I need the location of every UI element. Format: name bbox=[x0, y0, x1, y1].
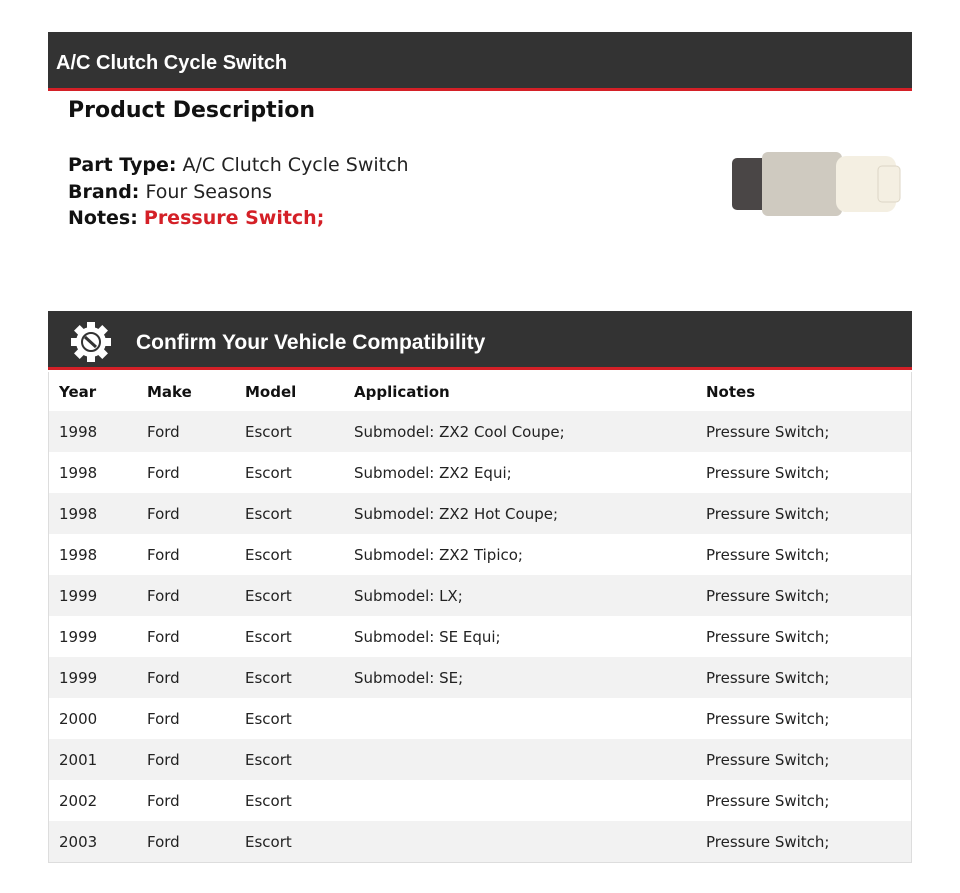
cell-make: Ford bbox=[147, 791, 180, 810]
brand-label: Brand: bbox=[68, 180, 140, 203]
column-header-application: Application bbox=[354, 382, 450, 401]
table-row bbox=[49, 739, 912, 780]
cell-model: Escort bbox=[245, 463, 292, 482]
cell-notes: Pressure Switch; bbox=[706, 545, 830, 564]
notes-value: Pressure Switch; bbox=[143, 207, 325, 229]
cell-year: 2003 bbox=[59, 832, 98, 851]
column-header-model: Model bbox=[245, 382, 297, 401]
column-header-make: Make bbox=[147, 382, 192, 401]
cell-year: 1999 bbox=[59, 668, 98, 687]
cell-make: Ford bbox=[147, 709, 180, 728]
cell-model: Escort bbox=[245, 750, 292, 769]
cell-year: 2001 bbox=[59, 750, 98, 769]
cell-model: Escort bbox=[245, 709, 292, 728]
cell-year: 2002 bbox=[59, 791, 98, 810]
part-type-value: A/C Clutch Cycle Switch bbox=[182, 154, 409, 176]
cell-application bbox=[344, 821, 696, 863]
cell-notes: Pressure Switch; bbox=[706, 627, 830, 646]
table-row bbox=[49, 616, 912, 657]
cell-make: Ford bbox=[147, 586, 180, 605]
cell-application: Submodel: ZX2 Equi; bbox=[354, 463, 512, 482]
cell-year: 1998 bbox=[59, 422, 98, 441]
table-row bbox=[49, 821, 912, 863]
cell-notes: Pressure Switch; bbox=[706, 668, 830, 687]
cell-application: Submodel: ZX2 Tipico; bbox=[354, 545, 523, 564]
cell-year: 2000 bbox=[59, 709, 98, 728]
cell-application: Submodel: SE; bbox=[354, 668, 464, 687]
table-row bbox=[49, 534, 912, 575]
cell-make: Ford bbox=[147, 422, 180, 441]
part-type-label: Part Type: bbox=[68, 154, 177, 176]
gear-icon bbox=[70, 321, 112, 363]
product-image bbox=[728, 148, 908, 220]
cell-make: Ford bbox=[147, 832, 180, 851]
cell-notes: Pressure Switch; bbox=[706, 504, 830, 523]
table-row bbox=[49, 575, 912, 616]
brand-value: Four Seasons bbox=[145, 180, 273, 203]
compatibility-title: Confirm Your Vehicle Compatibility bbox=[136, 331, 486, 354]
cell-notes: Pressure Switch; bbox=[706, 463, 830, 482]
cell-make: Ford bbox=[147, 627, 180, 646]
cell-make: Ford bbox=[147, 504, 180, 523]
cell-notes: Pressure Switch; bbox=[706, 709, 830, 728]
product-title-bar bbox=[48, 32, 912, 91]
product-description-heading: Product Description bbox=[68, 98, 316, 123]
cell-model: Escort bbox=[245, 422, 292, 441]
cell-application bbox=[344, 698, 696, 739]
cell-model: Escort bbox=[245, 504, 292, 523]
product-title: A/C Clutch Cycle Switch bbox=[56, 52, 288, 74]
cell-notes: Pressure Switch; bbox=[706, 791, 830, 810]
cell-application bbox=[344, 780, 696, 821]
cell-model: Escort bbox=[245, 668, 292, 687]
cell-model: Escort bbox=[245, 586, 292, 605]
cell-make: Ford bbox=[147, 545, 180, 564]
column-header-year: Year bbox=[59, 382, 97, 401]
compatibility-header-bar bbox=[48, 311, 912, 370]
table-row bbox=[49, 698, 912, 739]
cell-year: 1999 bbox=[59, 586, 98, 605]
cell-application: Submodel: ZX2 Cool Coupe; bbox=[354, 422, 565, 441]
cell-application bbox=[344, 739, 696, 780]
cell-make: Ford bbox=[147, 463, 180, 482]
cell-make: Ford bbox=[147, 750, 180, 769]
cell-model: Escort bbox=[245, 791, 292, 810]
cell-application: Submodel: ZX2 Hot Coupe; bbox=[354, 504, 559, 523]
cell-notes: Pressure Switch; bbox=[706, 832, 830, 851]
cell-year: 1999 bbox=[59, 627, 98, 646]
cell-year: 1998 bbox=[59, 463, 98, 482]
cell-application: Submodel: LX; bbox=[354, 586, 463, 605]
cell-make: Ford bbox=[147, 668, 180, 687]
cell-notes: Pressure Switch; bbox=[706, 422, 830, 441]
table-row bbox=[49, 657, 912, 698]
compatibility-table bbox=[48, 372, 912, 863]
table-row bbox=[49, 411, 912, 452]
cell-notes: Pressure Switch; bbox=[706, 750, 830, 769]
table-row bbox=[49, 780, 912, 821]
cell-year: 1998 bbox=[59, 545, 98, 564]
product-info bbox=[68, 152, 409, 232]
table-row bbox=[49, 493, 912, 534]
cell-model: Escort bbox=[245, 832, 292, 851]
cell-model: Escort bbox=[245, 627, 292, 646]
table-header-row bbox=[49, 372, 912, 411]
cell-notes: Pressure Switch; bbox=[706, 586, 830, 605]
notes-label: Notes: bbox=[68, 207, 138, 229]
table-row bbox=[49, 452, 912, 493]
cell-application: Submodel: SE Equi; bbox=[354, 627, 501, 646]
cell-year: 1998 bbox=[59, 504, 98, 523]
cell-model: Escort bbox=[245, 545, 292, 564]
column-header-notes: Notes bbox=[706, 382, 756, 401]
